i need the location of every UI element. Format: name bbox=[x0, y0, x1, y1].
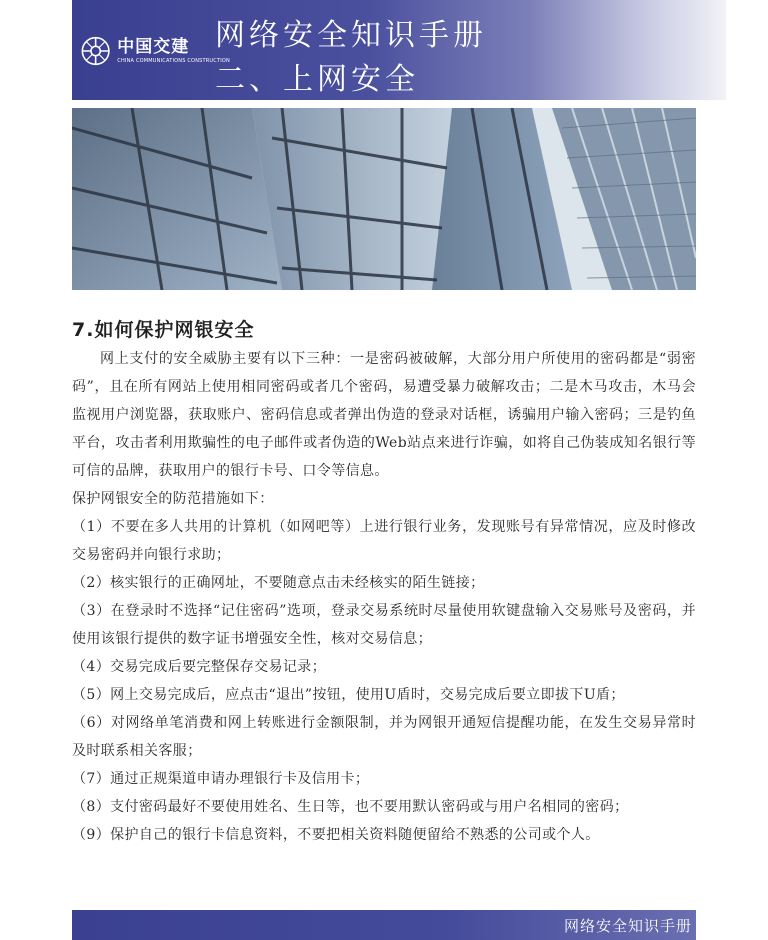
intro-paragraph: 网上支付的安全威胁主要有以下三种：一是密码被破解，大部分用户所使用的密码都是“弱密码”，且在所有网站上使用相同密码或者几个密码，易遭受暴力破解攻击；二是木马攻击，木马会监视用户浏览器，获取账户、密码信息或者弹出伪造的登录对话框，诱骗用户输入密码；三是钓鱼平台，攻击者利用欺骗性的电子邮件或者伪造的Web站点来进行诈骗，如将自己伪装成知名银行等可信的品牌，获取用户的银行卡号、口令等信息。 bbox=[72, 351, 696, 479]
measure-item-9: （9）保护自己的银行卡信息资料，不要把相关资料随便留给不熟悉的公司或个人。 bbox=[72, 827, 600, 843]
measure-item-2: （2）核实银行的正确网址，不要随意点击未经核实的陌生链接； bbox=[72, 575, 485, 591]
measure-item-7: （7）通过正规渠道申请办理银行卡及信用卡； bbox=[72, 771, 370, 787]
footer-bar bbox=[72, 910, 696, 940]
glass-skyscraper-photo-icon bbox=[72, 108, 696, 290]
section-title: 7.如何保护网银安全 bbox=[72, 319, 255, 341]
measure-item-3: （3）在登录时不选择“记住密码”选项，登录交易系统时尽量使用软键盘输入交易账号及密码，并使用该银行提供的数字证书增强安全性，核对交易信息； bbox=[72, 603, 696, 647]
skyscraper-photo bbox=[72, 108, 696, 290]
measure-item-4: （4）交易完成后要完整保存交易记录； bbox=[72, 659, 327, 675]
page-subtitle: 二、上网安全 bbox=[215, 62, 419, 97]
measure-item-1: （1）不要在多人共用的计算机（如网吧等）上进行银行业务，发现账号有异常情况，应及时修改交易密码并向银行求助； bbox=[72, 519, 696, 563]
footer-title: 网络安全知识手册 bbox=[563, 917, 692, 935]
page-title: 网络安全知识手册 bbox=[215, 18, 487, 53]
measure-item-6: （6）对网络单笔消费和网上转账进行金额限制，并为网银开通短信提醒功能，在发生交易异常时及时联系相关客服； bbox=[72, 715, 696, 759]
measure-item-8: （8）支付密码最好不要使用姓名、生日等，也不要用默认密码或与用户名相同的密码； bbox=[72, 799, 629, 815]
logo-chinese: 中国交建 bbox=[117, 36, 190, 57]
measure-item-5: （5）网上交易完成后，应点击“退出”按钮，使用U盾时，交易完成后要立即拔下U盾； bbox=[72, 687, 625, 703]
company-logo bbox=[80, 28, 230, 74]
measures-heading: 保护网银安全的防范措施如下： bbox=[72, 491, 274, 507]
header-banner bbox=[72, 0, 726, 100]
ccc-logo-icon bbox=[80, 31, 111, 71]
section-content bbox=[72, 345, 696, 849]
logo-english: CHINA COMMUNICATIONS CONSTRUCTION bbox=[117, 57, 230, 64]
